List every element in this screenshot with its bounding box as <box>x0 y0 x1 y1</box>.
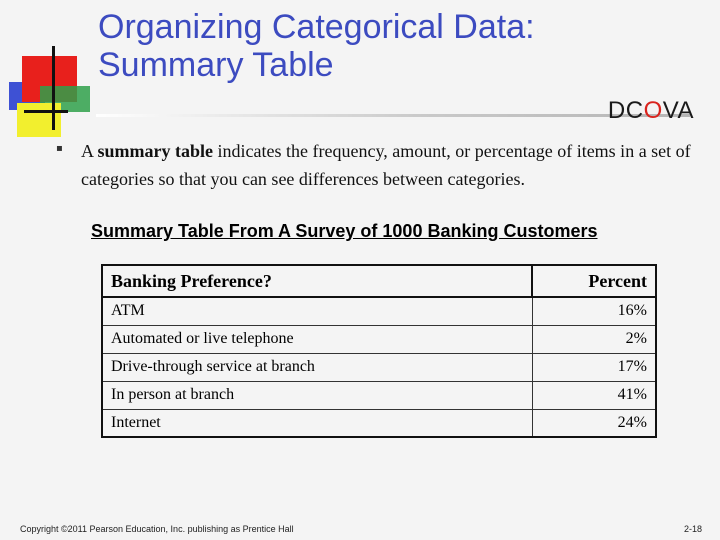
dcova-suffix: VA <box>662 97 694 124</box>
row-category: Automated or live telephone <box>102 325 532 353</box>
slide-title <box>98 8 618 84</box>
row-percent: 17% <box>532 353 656 381</box>
dcova-highlight: O <box>643 97 663 124</box>
bullet-icon: ▪ <box>56 143 63 154</box>
table-row <box>102 325 656 353</box>
dcova-prefix: DC <box>607 97 644 124</box>
title-line-1: Organizing Categorical Data: <box>98 8 535 46</box>
para-bold-term: summary table <box>97 141 214 161</box>
para-before: A <box>81 141 98 161</box>
header-percent: Percent <box>532 265 656 297</box>
table-caption: Summary Table From A Survey of 1000 Banking Customers <box>91 221 598 241</box>
decorative-logo <box>0 0 100 140</box>
dcova-label <box>608 97 694 125</box>
row-category: Drive-through service at branch <box>102 353 532 381</box>
title-divider <box>96 114 690 117</box>
definition-paragraph <box>81 137 701 193</box>
logo-vertical-line <box>52 46 55 130</box>
row-percent: 2% <box>532 325 656 353</box>
row-percent: 24% <box>532 409 656 437</box>
table-row <box>102 381 656 409</box>
row-category: ATM <box>102 297 532 325</box>
table-row <box>102 409 656 437</box>
para-after: indicates the frequency, amount, or percentage of items in a set of categories so that you can see differences between categories. <box>81 141 691 189</box>
table-row <box>102 353 656 381</box>
summary-table <box>101 264 657 438</box>
row-percent: 16% <box>532 297 656 325</box>
table-header-row <box>102 265 656 297</box>
row-percent: 41% <box>532 381 656 409</box>
page-number: 2-18 <box>683 524 702 534</box>
copyright-footer: Copyright ©2011 Pearson Education, Inc. publishing as Prentice Hall <box>20 524 294 534</box>
row-category: Internet <box>102 409 532 437</box>
title-line-2: Summary Table <box>98 46 334 84</box>
row-category: In person at branch <box>102 381 532 409</box>
table-row <box>102 297 656 325</box>
header-banking-preference: Banking Preference? <box>102 265 532 297</box>
logo-horizontal-line <box>24 110 68 113</box>
